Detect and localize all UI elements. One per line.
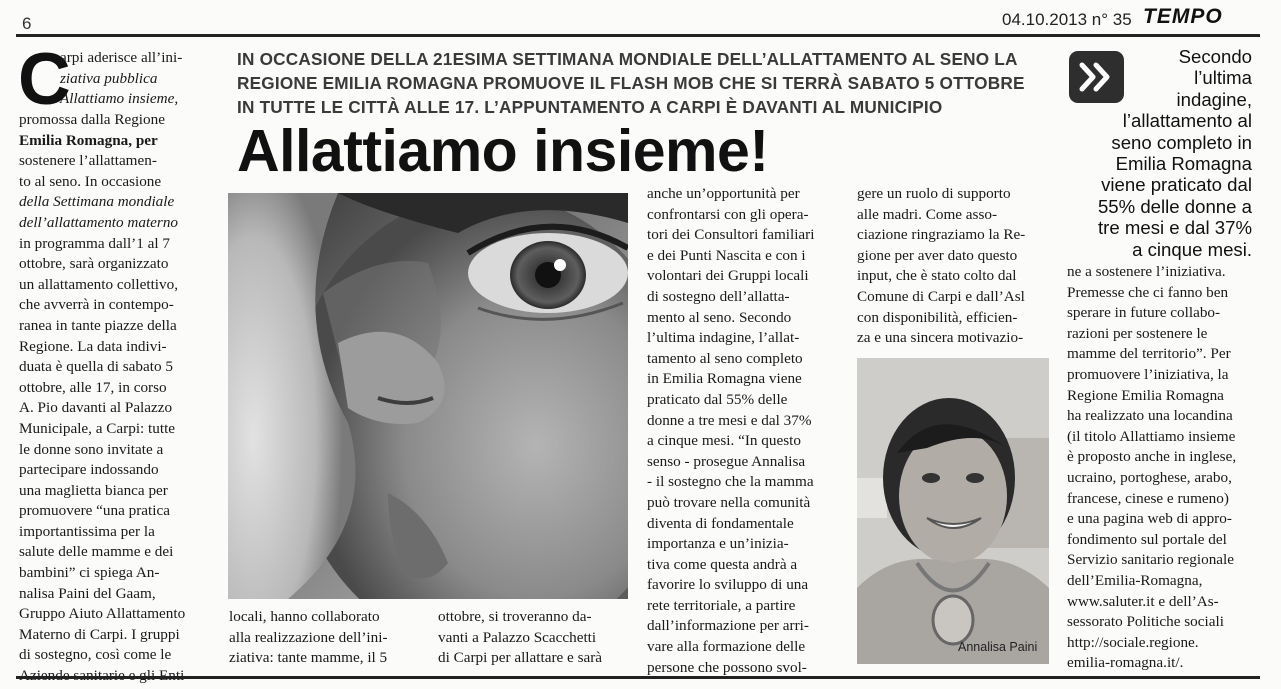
article-column-1-top [60, 48, 182, 110]
text-line: di sostegno, così come le [19, 646, 172, 664]
text-line: Emilia Romagna, per [19, 131, 158, 149]
text-line: razioni per sostenere le [1067, 324, 1208, 342]
quote-line: l’ultima [1194, 67, 1252, 89]
text-line: volontari dei Gruppi locali [647, 267, 809, 285]
text-line: promuovere “una pratica [19, 502, 170, 520]
photo-caption: Annalisa Paini [958, 640, 1038, 654]
quote-line: indagine, [1176, 88, 1252, 110]
text-line: mento al seno. Secondo [647, 308, 792, 326]
text-line: a cinque mesi. “In questo [647, 432, 801, 450]
text-line: rete territoriale, a partire [647, 596, 796, 614]
text-line: confrontarsi con gli opera- [647, 205, 809, 223]
text-line: Gruppo Aiuto Allattamento [19, 605, 186, 623]
text-line: za e una sincera motivazio- [857, 329, 1024, 347]
text-line: importanza e un’inizia- [647, 535, 789, 553]
text-line: gione per aver dato questo [857, 246, 1018, 264]
text-line: Allattiamo insieme, [60, 90, 179, 108]
portrait-photo [857, 358, 1049, 664]
article-column-5 [857, 184, 1025, 349]
text-line: anche un’opportunità per [647, 185, 800, 202]
text-line: che avverrà in contempo- [19, 296, 174, 314]
kicker-line: IN OCCASIONE DELLA 21ESIMA SETTIMANA MONDIALE DELL’ALLATTAMENTO AL SENO LA [237, 49, 1018, 69]
text-line: diventa di fondamentale [647, 514, 794, 532]
text-line: importantissima per la [19, 522, 155, 540]
text-line: Regione Emilia Romagna [1067, 386, 1224, 404]
text-line: può trovare nella comunità [647, 493, 811, 511]
quote-line: tre mesi e dal 37% [1098, 217, 1252, 239]
footer-rule [16, 676, 1260, 679]
quote-line: Secondo [1178, 46, 1252, 67]
text-line: donne a tre mesi e dal 37% [647, 411, 812, 429]
text-line: tiva come questa andrà a [647, 555, 798, 573]
text-line: Servizio sanitario regionale [1067, 551, 1235, 569]
article-column-2 [229, 607, 388, 669]
text-line: dell’Emilia-Romagna, [1067, 571, 1203, 589]
article-column-4 [647, 184, 814, 678]
text-line: di Carpi per allattare e sarà [438, 649, 603, 667]
text-line: dell’allattamento materno [19, 213, 179, 231]
page-number: 6 [22, 14, 32, 33]
text-line: vare alla formazione delle [647, 638, 806, 656]
text-line: partecipare indossando [19, 461, 159, 479]
quote-line: a cinque mesi. [1132, 238, 1252, 260]
newspaper-logo: TEMPO [1143, 5, 1223, 28]
text-line: emilia-romagna.it/. [1067, 654, 1184, 672]
text-line: (il titolo Allattiamo insieme [1067, 427, 1236, 445]
text-line: bambini” ci spiega An- [19, 564, 160, 582]
text-line: ne a sostenere l’iniziativa. [1067, 263, 1226, 280]
text-line: A. Pio davanti al Palazzo [19, 399, 173, 417]
text-line: alle madri. Come asso- [857, 205, 998, 223]
main-photo [228, 193, 628, 599]
text-line: vanti a Palazzo Scacchetti [438, 628, 597, 646]
text-line: promossa dalla Regione [19, 111, 165, 128]
header-rule [16, 34, 1260, 37]
text-line: ha realizzato una locandina [1067, 407, 1233, 425]
text-line: Premesse che ci fanno ben [1067, 283, 1229, 301]
kicker-line: IN TUTTE LE CITTÀ ALLE 17. L’APPUNTAMENTO A CARPI È DAVANTI AL MUNICIPIO [237, 97, 943, 117]
text-line: nalisa Paini del Gaam, [19, 584, 156, 602]
quote-line: 55% delle donne a [1097, 195, 1252, 217]
text-line: Municipale, a Carpi: tutte [19, 419, 176, 437]
text-line: l’ultima indagine, l’allat- [647, 329, 800, 347]
text-line: e dei Punti Nascita e con i [647, 246, 806, 264]
text-line: tamento al seno completo [647, 349, 803, 367]
text-line: con disponibilità, efficien- [857, 308, 1018, 326]
text-line: una maglietta bianca per [19, 481, 168, 499]
baby-breastfeeding-photo [228, 193, 628, 599]
text-line: http://sociale.regione. [1067, 633, 1199, 651]
text-line: ziativa: tante mamme, il 5 [229, 649, 388, 667]
text-line: un allattamento collettivo, [19, 275, 179, 293]
text-line: le donne sono invitate a [19, 440, 164, 458]
quote-line: viene praticato dal [1101, 174, 1252, 196]
text-line: della Settimana mondiale [19, 193, 175, 211]
text-line: Comune di Carpi e dall’Asl [857, 287, 1025, 305]
text-line: to al seno. In occasione [19, 172, 162, 190]
text-line: ottobre, sarà organizzato [19, 255, 169, 273]
kicker-line: REGIONE EMILIA ROMAGNA PROMUOVE IL FLASH MOB CHE SI TERRÀ SABATO 5 OTTOBRE [237, 73, 1025, 93]
text-line: arpi aderisce all’ini- [60, 49, 183, 66]
text-line: ziativa pubblica [60, 69, 158, 87]
article-kicker [237, 47, 1037, 119]
woman-portrait-photo [857, 358, 1049, 664]
text-line: mamme del territorio”. Per [1067, 345, 1231, 363]
text-line: persone che possono svol- [647, 658, 807, 676]
text-line: tori dei Consultori familiari [647, 226, 815, 244]
text-line: duata è quella di sabato 5 [19, 358, 173, 376]
article-headline: Allattiamo insieme! [237, 118, 769, 184]
issue-date: 04.10.2013 n° 35 [1002, 10, 1132, 29]
text-line: in programma dall’1 al 7 [19, 234, 170, 252]
quote-line: Emilia Romagna [1115, 153, 1252, 175]
text-line: dall’informazione per arri- [647, 617, 809, 635]
text-line: promuovere l’iniziativa, la [1067, 365, 1229, 383]
text-line: Materno di Carpi. I gruppi [19, 625, 180, 643]
quote-line: seno completo in [1111, 131, 1252, 153]
sidebar-pull-quote [1066, 46, 1252, 260]
text-line: ranea in tante piazze della [19, 316, 177, 334]
text-line: www.saluter.it e dell’As- [1067, 592, 1219, 610]
article-column-3 [438, 607, 602, 669]
text-line: in Emilia Romagna viene [647, 370, 802, 388]
text-line: ottobre, si troveranno da- [438, 608, 592, 625]
text-line: sessorato Politiche sociali [1067, 613, 1224, 631]
text-line: senso - prosegue Annalisa [647, 452, 806, 470]
text-line: - il sostegno che la mamma [647, 473, 814, 491]
quote-line: l’allattamento al [1122, 110, 1252, 132]
text-line: favorire lo sviluppo di una [647, 576, 809, 594]
text-line: praticato dal 55% delle [647, 390, 788, 408]
text-line: sostenere l’allattamen- [19, 152, 157, 170]
text-line: e una pagina web di appro- [1067, 510, 1232, 528]
text-line: francese, cinese e rumeno) [1067, 489, 1229, 507]
text-line: è proposto anche in inglese, [1067, 448, 1237, 466]
article-column-1 [19, 110, 185, 687]
text-line: salute delle mamme e dei [19, 543, 174, 561]
text-line: gere un ruolo di supporto [857, 185, 1011, 202]
text-line: locali, hanno collaborato [229, 608, 380, 625]
text-line: ciazione ringraziamo la Re- [857, 226, 1026, 244]
text-line: Regione. La data indivi- [19, 337, 167, 355]
article-column-6 [1067, 262, 1236, 674]
text-line: ucraino, portoghese, arabo, [1067, 468, 1232, 486]
drop-cap: C [18, 39, 71, 120]
text-line: sperare in future collabo- [1067, 304, 1221, 322]
text-line: fondimento sul portale del [1067, 530, 1227, 548]
text-line: alla realizzazione dell’ini- [229, 628, 388, 646]
text-line: input, che è stato colto dal [857, 267, 1017, 285]
text-line: di sostegno dell’allatta- [647, 287, 790, 305]
text-line: ottobre, alle 17, in corso [19, 378, 167, 396]
